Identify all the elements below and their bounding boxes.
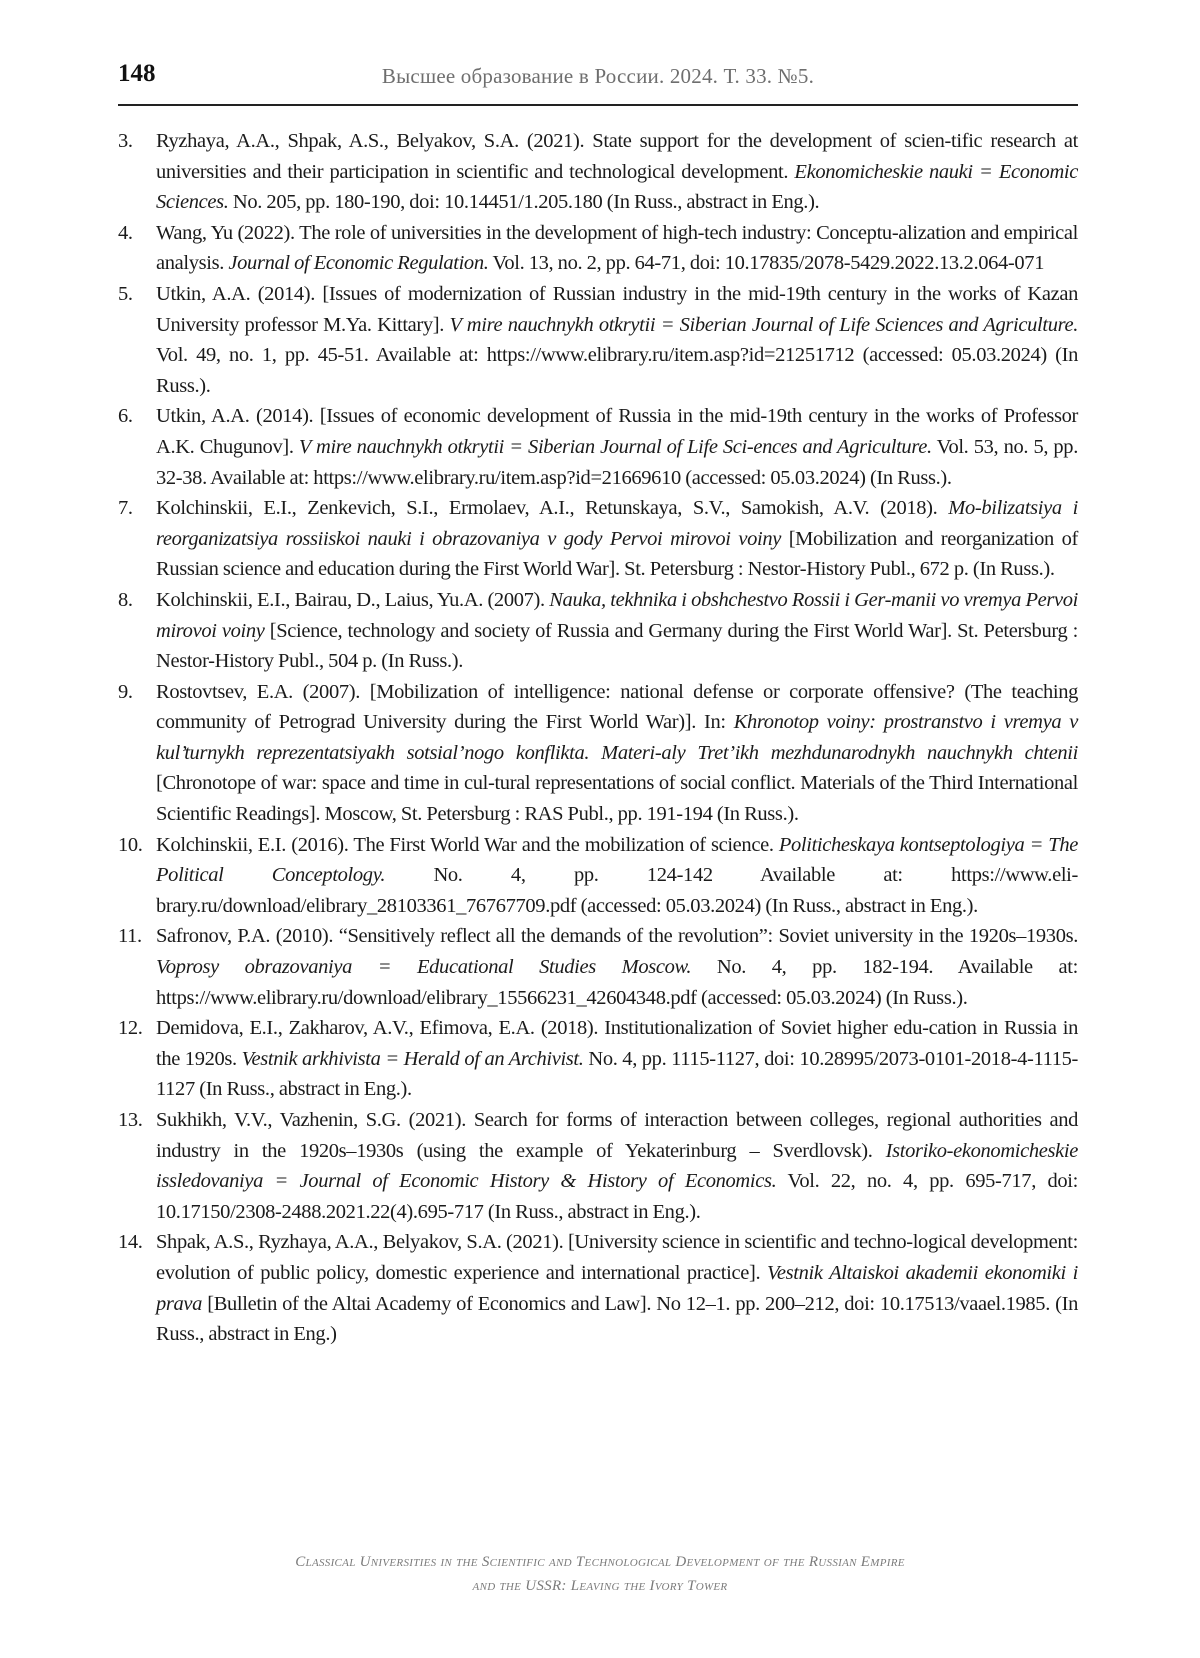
reference-text-segment: No. 4, pp. 124-142 Available at: https://www.eli-brary.ru/download/elibrary_28103361_76767709.pdf (accessed: 05.03.2024) (In Russ., abstract in Eng.). xyxy=(156,864,1078,917)
reference-source-title: Vestnik arkhivista = Herald of an Archivist. xyxy=(241,1047,584,1070)
reference-source-title: Ekonomicheskie nauki = Economic Sciences. xyxy=(156,160,1078,214)
running-foot xyxy=(0,1550,1200,1598)
reference-item xyxy=(118,1013,1078,1105)
reference-text-segment: Wang, Yu (2022). The role of universities in the development of high-tech industry: Conceptu-alization and empirical analysis. xyxy=(156,221,1078,275)
reference-text-segment: Ryzhaya, A.A., Shpak, A.S., Belyakov, S.A. (2021). State support for the development of scien-tific research at universities and their participation in scientific and technological development. xyxy=(156,130,1078,183)
reference-text-segment: [Science, technology and society of Russia and Germany during the First World War]. St. Petersburg : Nestor-History Publ., 504 p. (In Russ.). xyxy=(156,619,1078,673)
reference-item xyxy=(118,921,1078,1013)
reference-text xyxy=(156,130,1078,213)
reference-text-segment: [Mobilization and reorganization of Russian science and education during the First World War]. St. Petersburg : Nestor-History Publ., 672 p. (In Russ.). xyxy=(156,527,1078,581)
reference-source-title: Voprosy obrazovaniya = Educational Studies Moscow. xyxy=(156,956,692,979)
reference-source-title: Vestnik Altaiskoi akademii ekonomiki i prava xyxy=(156,1261,1079,1315)
running-foot-line-1: Classical Universities in the Scientific and Technological Development of the Russian Empire xyxy=(295,1554,905,1570)
reference-source-title: Journal of Economic Regulation. xyxy=(228,252,489,275)
reference-number: 13. xyxy=(118,1109,143,1131)
reference-item xyxy=(118,1227,1078,1349)
page-number: 148 xyxy=(118,60,156,87)
reference-text-segment: Vol. 13, no. 2, pp. 64-71, doi: 10.17835/2078-5429.2022.13.2.064-071 xyxy=(488,252,1045,275)
reference-item xyxy=(118,493,1078,585)
reference-text xyxy=(156,1231,1078,1345)
reference-number: 5. xyxy=(118,282,133,305)
reference-text-segment: No. 4, pp. 1115-1127, doi: 10.28995/2073-0101-2018-4-1115-1127 (In Russ., abstract in Eng.). xyxy=(156,1047,1079,1101)
reference-text-segment: Vol. 22, no. 4, pp. 695-717, doi: 10.17150/2308-2488.2021.22(4).695-717 (In Russ., abstract in Eng.). xyxy=(156,1170,1078,1223)
reference-number: 4. xyxy=(118,221,133,244)
reference-item xyxy=(118,126,1078,218)
reference-source-title: Istoriko-ekonomicheskie issledovaniya = Journal of Economic History & History of Economics. xyxy=(156,1139,1078,1193)
reference-source-title: Khronotop voiny: prostranstvo i vremya v kul’turnykh reprezentatsiyakh sotsial’nogo konflikta. Materi-aly Tret’ikh mezhdunarodnykh nauchnykh chtenii xyxy=(156,711,1078,764)
reference-text-segment: Kolchinskii, E.I. (2016). The First World War and the mobilization of science. xyxy=(156,833,779,856)
reference-text-segment: [Chronotope of war: space and time in cul-tural representations of social conflict. Materials of the Third International Scientific Readings]. Moscow, St. Petersburg : RAS Publ., pp. 191-194 (In Russ.). xyxy=(156,772,1078,826)
reference-text xyxy=(156,925,1078,1008)
reference-number: 14. xyxy=(118,1231,143,1254)
page-header xyxy=(118,54,1078,106)
reference-number: 12. xyxy=(118,1017,143,1040)
reference-source-title: Politicheskaya kontseptologiya = The Political Conceptology. xyxy=(156,833,1078,887)
reference-text xyxy=(156,589,1078,672)
reference-text-segment: Safronov, P.A. (2010). “Sensitively reflect all the demands of the revolution”: Soviet university in the 1920s–1930s. xyxy=(156,925,1078,948)
reference-source-title: V mire nauchnykh otkrytii = Siberian Journal of Life Sciences and Agriculture. xyxy=(449,313,1078,336)
reference-item xyxy=(118,279,1078,401)
reference-text-segment: No. 205, pp. 180-190, doi: 10.14451/1.205.180 (In Russ., abstract in Eng.). xyxy=(228,191,820,214)
reference-number: 8. xyxy=(118,588,133,611)
reference-text-segment: Sukhikh, V.V., Vazhenin, S.G. (2021). Search for forms of interaction between colleges, regional authorities and industry in the 1920s–1930s (using the example of Yekaterinburg – Sverdlovsk). xyxy=(156,1109,1078,1162)
reference-item xyxy=(118,1105,1078,1227)
reference-number: 6. xyxy=(118,405,133,428)
reference-text xyxy=(156,497,1078,580)
reference-text-segment: Kolchinskii, E.I., Zenkevich, S.I., Ermolaev, A.I., Retunskaya, S.V., Samokish, A.V. (2018). xyxy=(156,497,949,520)
reference-text xyxy=(156,405,1078,488)
reference-text xyxy=(156,1017,1078,1100)
reference-text-segment: Utkin, A.A. (2014). [Issues of economic development of Russia in the mid-19th century in the works of Professor A.K. Chugunov]. xyxy=(156,405,1078,458)
reference-text-segment: No. 4, pp. 182-194. Available at: https://www.elibrary.ru/download/elibrary_15566231_42604348.pdf (accessed: 05.03.2024) (In Russ.). xyxy=(156,956,1078,1009)
reference-source-title: Mo-bilizatsiya i reorganizatsiya rossiiskoi nauki i obrazovaniya v gody Pervoi mirovoi voiny xyxy=(156,497,1078,550)
reference-source-title: V mire nauchnykh otkrytii = Siberian Journal of Life Sci-ences and Agriculture. xyxy=(298,435,932,458)
reference-item xyxy=(118,401,1078,493)
reference-number: 9. xyxy=(118,680,133,703)
running-foot-line-2: and the USSR: Leaving the Ivory Tower xyxy=(472,1578,728,1594)
reference-number: 11. xyxy=(118,925,142,948)
reference-text-segment: Demidova, E.I., Zakharov, A.V., Efimova, E.A. (2018). Institutionalization of Soviet higher edu-cation in Russia in the 1920s. xyxy=(156,1017,1078,1070)
reference-number: 10. xyxy=(118,833,143,856)
reference-text xyxy=(156,222,1078,275)
reference-text-segment: Utkin, A.A. (2014). [Issues of modernization of Russian industry in the mid-19th century in the works of Kazan University professor M.Ya. Kittary]. xyxy=(156,282,1078,336)
reference-text-segment: Rostovtsev, E.A. (2007). [Mobilization of intelligence: national defense or corporate offensive? (The teaching community of Petrograd University during the First World War)]. In: xyxy=(156,680,1078,734)
reference-item xyxy=(118,218,1078,279)
reference-text xyxy=(156,283,1078,397)
reference-text-segment: Vol. 49, no. 1, pp. 45-51. Available at: https://www.elibrary.ru/item.asp?id=21251712 (accessed: 05.03.2024) (In Russ.). xyxy=(156,344,1078,397)
reference-number: 7. xyxy=(118,497,133,520)
reference-text xyxy=(156,834,1078,917)
reference-text-segment: Vol. 53, no. 5, pp. 32-38. Available at: https://www.elibrary.ru/item.asp?id=21669610 (accessed: 05.03.2024) (In Russ.). xyxy=(156,435,1078,489)
reference-text-segment: Shpak, A.S., Ryzhaya, A.A., Belyakov, S.A. (2021). [University science in scientific and techno-logical development: evolution of public policy, domestic experience and international practice]. xyxy=(156,1231,1078,1284)
reference-item xyxy=(118,585,1078,677)
reference-item xyxy=(118,677,1078,830)
running-head-journal: Высшее образование в России. 2024. Т. 33. №5. xyxy=(381,64,815,88)
reference-text xyxy=(156,1109,1078,1223)
reference-number: 3. xyxy=(118,130,133,152)
reference-item xyxy=(118,830,1078,922)
reference-text xyxy=(156,681,1078,825)
reference-list xyxy=(118,126,1078,1350)
reference-source-title: Nauka, tekhnika i obshchestvo Rossii i Ger-manii vo vremya Pervoi mirovoi voiny xyxy=(156,588,1078,642)
reference-text-segment: Kolchinskii, E.I., Bairau, D., Laius, Yu.A. (2007). xyxy=(156,588,550,611)
reference-text-segment: [Bulletin of the Altai Academy of Economics and Law]. No 12–1. pp. 200–212, doi: 10.17513/vaael.1985. (In Russ., abstract in Eng.) xyxy=(156,1292,1078,1346)
